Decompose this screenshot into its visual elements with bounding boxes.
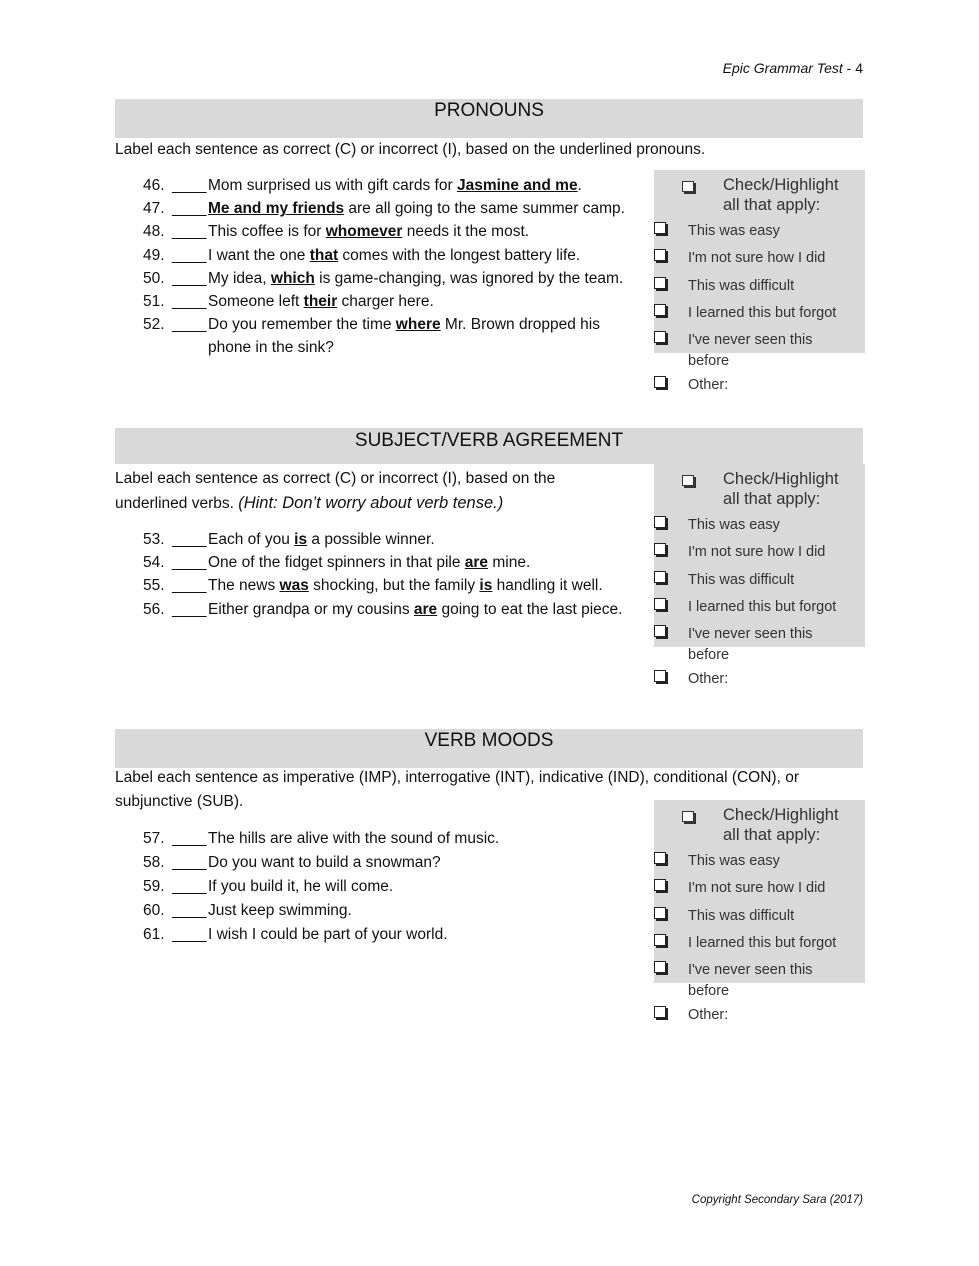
question-61: 61. ____ I wish I could be part of your world.	[143, 923, 653, 947]
answer-blank[interactable]: ____	[172, 926, 207, 943]
self-assessment-checklist: Check/Highlight all that apply: This was easy I'm not sure how I did This was difficult I learned this but forgot I've never seen this before Other:	[654, 464, 865, 694]
question-51: 51. ____ Someone left their charger here.	[143, 290, 653, 313]
answer-blank[interactable]: ____	[172, 878, 207, 895]
question-57: 57. ____ The hills are alive with the sound of music.	[143, 827, 653, 851]
answer-blank[interactable]: ____	[172, 223, 207, 241]
question-54: 54. ____ One of the fidget spinners in that pile are mine.	[143, 551, 653, 574]
instruction-moods: Label each sentence as imperative (IMP), interrogative (INT), indicative (IND), conditional (CON), or subjunctive (SUB).	[115, 769, 799, 810]
checkbox-icon[interactable]	[654, 304, 666, 316]
answer-blank[interactable]: ____	[172, 316, 207, 334]
question-47: 47. ____ Me and my friends are all going to the same summer camp.	[143, 197, 653, 220]
answer-blank[interactable]: ____	[172, 246, 207, 264]
question-58: 58. ____ Do you want to build a snowman?	[143, 851, 653, 875]
question-list-pronouns	[143, 174, 653, 360]
checkbox-icon[interactable]	[654, 543, 666, 555]
checkbox-icon[interactable]	[654, 1006, 666, 1018]
answer-blank[interactable]: ____	[172, 200, 207, 218]
answer-blank[interactable]: ____	[172, 830, 207, 847]
instruction-agreement: Label each sentence as correct (C) or incorrect (I), based on the underlined verbs. (Hint: Don’t worry about verb tense.)	[115, 470, 556, 512]
question-49: 49. ____ I want the one that comes with the longest battery life.	[143, 244, 653, 267]
answer-blank[interactable]: ____	[172, 600, 207, 618]
checkbox-icon	[682, 181, 694, 192]
answer-blank[interactable]: ____	[172, 531, 207, 548]
question-53: 53. ____ Each of you is a possible winner.	[143, 528, 653, 551]
checkbox-icon	[682, 811, 694, 822]
question-48: 48. ____ This coffee is for whomever needs it the most.	[143, 220, 653, 243]
checkbox-icon[interactable]	[654, 852, 666, 864]
question-46: 46. ____ Mom surprised us with gift cards for Jasmine and me.	[143, 174, 653, 197]
answer-blank[interactable]: ____	[172, 577, 207, 595]
question-56: 56. ____ Either grandpa or my cousins are going to eat the last piece.	[143, 598, 653, 621]
hint: (Hint: Don’t worry about verb tense.)	[238, 494, 504, 512]
checkbox-icon[interactable]	[654, 598, 666, 610]
question-55: 55. ____ The news was shocking, but the family is handling it well.	[143, 574, 653, 597]
test-title: Epic Grammar Test	[722, 60, 843, 76]
answer-blank[interactable]: ____	[172, 293, 207, 311]
checkbox-icon[interactable]	[654, 670, 666, 682]
question-list-moods	[143, 827, 653, 947]
checkbox-icon[interactable]	[654, 571, 666, 583]
checkbox-icon[interactable]	[654, 516, 666, 528]
instruction-pronouns: Label each sentence as correct (C) or incorrect (I), based on the underlined pronouns.	[115, 141, 706, 158]
copyright-footer: Copyright Secondary Sara (2017)	[691, 1194, 863, 1206]
checkbox-icon[interactable]	[654, 961, 666, 973]
checkbox-icon[interactable]	[654, 222, 666, 234]
checkbox-icon[interactable]	[654, 625, 666, 637]
checkbox-icon	[682, 475, 694, 486]
checklist-title: Check/Highlight all that apply:	[723, 470, 839, 508]
checkbox-icon[interactable]	[654, 376, 666, 388]
page-number: 4	[855, 60, 863, 76]
self-assessment-checklist: Check/Highlight all that apply: This was easy I'm not sure how I did This was difficult I learned this but forgot I've never seen this before Other:	[654, 170, 865, 400]
section-title-pronouns: PRONOUNS	[115, 99, 863, 138]
checkbox-icon[interactable]	[654, 907, 666, 919]
checkbox-icon[interactable]	[654, 879, 666, 891]
page-header	[600, 60, 863, 76]
checkbox-icon[interactable]	[654, 934, 666, 946]
header-separator: -	[842, 60, 856, 76]
question-59: 59. ____ If you build it, he will come.	[143, 875, 653, 899]
question-60: 60. ____ Just keep swimming.	[143, 899, 653, 923]
answer-blank[interactable]: ____	[172, 269, 207, 287]
checklist-title: Check/Highlight all that apply:	[723, 176, 839, 214]
question-50: 50. ____ My idea, which is game-changing, was ignored by the team.	[143, 267, 653, 290]
answer-blank[interactable]: ____	[172, 854, 207, 871]
answer-blank[interactable]: ____	[172, 554, 207, 572]
checklist-title: Check/Highlight all that apply:	[723, 806, 839, 844]
question-list-agreement	[143, 528, 653, 621]
section-title-moods: VERB MOODS	[115, 729, 863, 768]
section-title-agreement: SUBJECT/VERB AGREEMENT	[115, 428, 863, 464]
checkbox-icon[interactable]	[654, 331, 666, 343]
question-52: 52. ____ Do you remember the time where Mr. Brown dropped his phone in the sink?	[143, 313, 623, 359]
checkbox-icon[interactable]	[654, 249, 666, 261]
answer-blank[interactable]: ____	[172, 902, 207, 919]
self-assessment-checklist: Check/Highlight all that apply: This was easy I'm not sure how I did This was difficult I learned this but forgot I've never seen this before Other:	[654, 800, 865, 1030]
checkbox-icon[interactable]	[654, 277, 666, 289]
answer-blank[interactable]: ____	[172, 177, 207, 194]
